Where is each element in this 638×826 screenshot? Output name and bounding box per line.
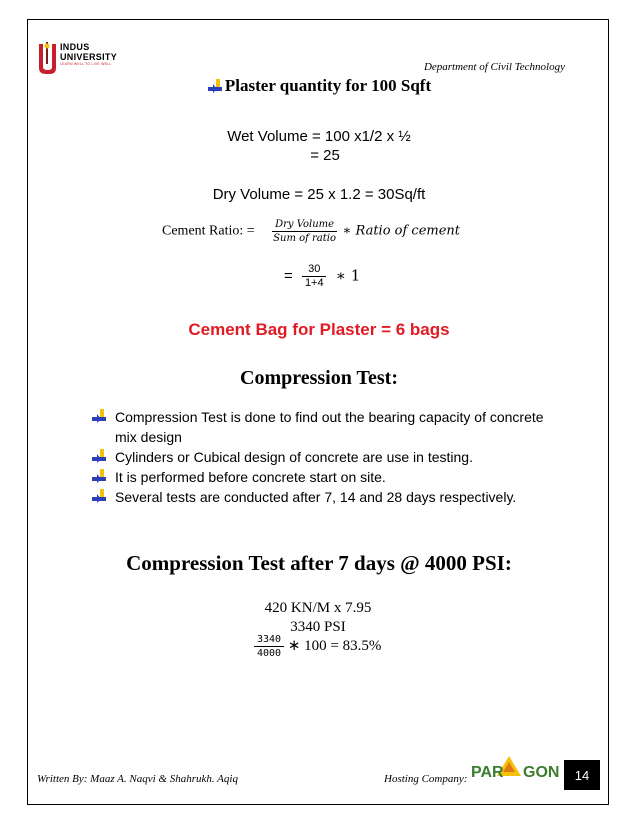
percentage-numerator: 3340 (254, 633, 284, 647)
list-item-text: Compression Test is done to find out the bearing capacity of concrete mix design (115, 409, 544, 445)
equation-denominator: 1+4 (304, 277, 324, 289)
fraction-denominator: Sum of ratio (273, 233, 337, 244)
fraction-numerator: Dry Volume (272, 218, 337, 232)
compression7-heading: Compression Test after 7 days @ 4000 PSI: (126, 551, 512, 575)
paragon-text-left: PAR (471, 764, 504, 781)
compression-list (91, 407, 551, 507)
list-item (91, 467, 551, 487)
calc-line-1: 420 KN/M x 7.95 (264, 600, 372, 616)
logo-text (60, 43, 117, 67)
bullet-arrow-icon (91, 469, 107, 483)
equation-multiplier: ∗ 1 (335, 266, 361, 285)
list-item (91, 407, 551, 447)
bullet-arrow-icon (207, 79, 223, 93)
fraction-multiplier: ∗ Ratio of cement (342, 223, 461, 239)
cement-ratio-label: Cement Ratio: = (162, 223, 255, 239)
paragon-logo (471, 754, 563, 788)
page-number: 14 (564, 760, 600, 790)
bullet-arrow-icon (91, 449, 107, 463)
footer-hosting-label: Hosting Company: (384, 773, 468, 785)
bullet-arrow-icon (91, 409, 107, 423)
cement-equation (284, 263, 360, 290)
dry-volume: Dry Volume = 25 x 1.2 = 30Sq/ft (212, 186, 426, 203)
wet-result: = 25 (310, 147, 340, 164)
compression-heading: Compression Test: (240, 367, 398, 389)
bullet-arrow-icon (91, 489, 107, 503)
list-item-text: Cylinders or Cubical design of concrete are use in testing. (115, 449, 473, 465)
list-item-text: It is performed before concrete start on site. (115, 469, 386, 485)
cement-ratio-row (162, 218, 460, 245)
percentage-denominator: 4000 (257, 648, 282, 659)
logo-tagline: LEARN WELL TO LIVE WELL (60, 62, 112, 66)
percentage-fraction (254, 633, 284, 660)
percentage-calc (254, 633, 381, 660)
plaster-heading-text: Plaster quantity for 100 Sqft (224, 76, 432, 95)
list-item (91, 447, 551, 467)
equation-numerator: 30 (302, 263, 326, 277)
equation-fraction (299, 263, 330, 290)
cement-ratio-fraction (270, 218, 339, 245)
footer-authors: Written By: Maaz A. Naqvi & Shahrukh. Aqiq (37, 773, 238, 785)
cement-bag-result: Cement Bag for Plaster = 6 bags (188, 320, 450, 339)
paragon-text-right: GON (523, 764, 560, 781)
percentage-result: ∗ 100 = 83.5% (287, 637, 382, 654)
list-item-text: Several tests are conducted after 7, 14 and 28 days respectively. (115, 489, 517, 505)
list-item (91, 487, 551, 507)
logo-line-2: UNIVERSITY (60, 52, 118, 62)
wet-volume: Wet Volume = 100 x1/2 x ½ (227, 128, 411, 145)
logo-line-1: INDUS (60, 42, 90, 52)
equation-prefix: = (284, 267, 293, 285)
plaster-heading (0, 76, 638, 96)
calc-line-2: 3340 PSI (290, 619, 346, 635)
department-label: Department of Civil Technology (423, 61, 565, 73)
